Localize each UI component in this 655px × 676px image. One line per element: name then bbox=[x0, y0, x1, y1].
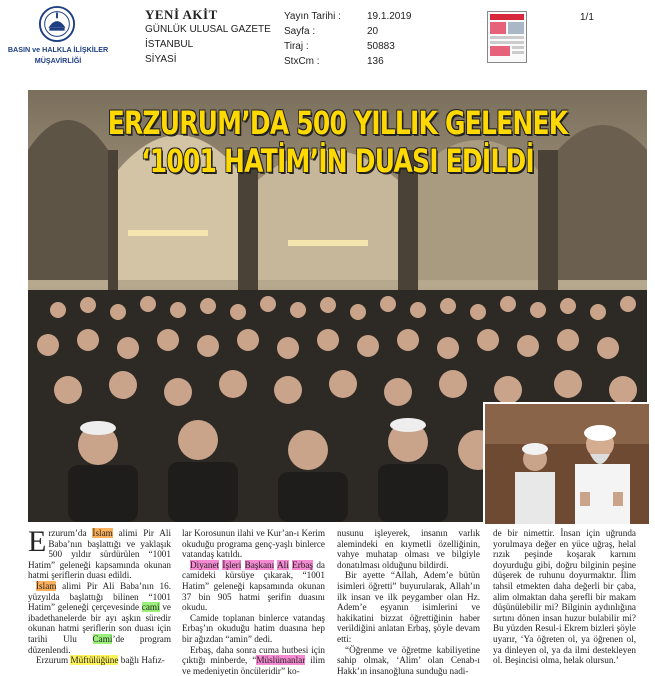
meta-value-date: 19.1.2019 bbox=[367, 11, 412, 22]
text-run: alimi Pir Ali Baba’nın başlattığı ve yaklaşık 500 yıldır sürdürülen “1001 Hatim” geleneği kapsamında okunan hatmi şeriflerin duası edildi. bbox=[28, 528, 172, 581]
text-run: alimi Pir Ali Baba’nın 16. yüzyılda başlattığı bilinen “1001 Hatim” geleneği çerçevesinde bbox=[28, 580, 171, 613]
agency-name-line1: BASIN ve HALKLA İLİŞKİLER bbox=[7, 45, 109, 54]
article-paragraph: lar Korosunun ilahi ve Kur’an-ı Kerim okuduğu programa genç-yaşlı binlerce vatandaş katıldı. bbox=[182, 528, 325, 560]
headline-line1: ERZURUM’DA 500 YILLIK GELENEK bbox=[107, 104, 568, 142]
agency-name bbox=[5, 44, 111, 66]
headline-line2: ‘1001 HATİM’İN DUASI EDİLDİ bbox=[141, 142, 534, 180]
article-body bbox=[28, 525, 649, 676]
highlight-keyword: İslam bbox=[92, 528, 113, 538]
page-thumbnail[interactable] bbox=[487, 11, 527, 63]
highlight-keyword: İşleri bbox=[222, 559, 242, 570]
meta-values bbox=[367, 9, 412, 69]
clipping-header bbox=[0, 0, 655, 88]
publication-name: YENİ AKİT bbox=[145, 7, 218, 22]
publication-section: SİYASİ bbox=[145, 54, 177, 65]
article-paragraph bbox=[28, 581, 171, 655]
meta-value-stxcm: 136 bbox=[367, 56, 384, 67]
meta-value-page: 20 bbox=[367, 26, 379, 37]
drop-cap: E bbox=[28, 525, 47, 558]
meta-label-date: Yayın Tarihi : bbox=[284, 11, 341, 22]
text-run: ilim ve medeniyetin öncüleridir” ko- bbox=[182, 655, 325, 676]
text-run: bağlı Hafız- bbox=[118, 655, 165, 666]
highlight-keyword: Cami bbox=[92, 633, 113, 644]
article-paragraph: Camide toplanan binlerce vatandaş Erbaş’ın okuduğu hatim duasına hep bir ağızdan “amin” dedi. bbox=[182, 612, 325, 644]
highlight-keyword: Ali bbox=[277, 559, 289, 570]
article-paragraph bbox=[182, 645, 325, 676]
meta-value-circulation: 50883 bbox=[367, 41, 395, 52]
highlight-keyword: Müftülüğüne bbox=[70, 655, 119, 666]
article-paragraph bbox=[28, 525, 172, 581]
page-counter: 1/1 bbox=[580, 12, 594, 23]
text-run: rzurum’da bbox=[48, 528, 93, 538]
article-column-4 bbox=[493, 528, 636, 666]
highlight-keyword: Müslümanlar bbox=[256, 655, 306, 666]
highlight-keyword: cami bbox=[141, 602, 160, 613]
meta-label-page: Sayfa : bbox=[284, 26, 316, 37]
highlight-keyword: Diyanet bbox=[190, 559, 220, 570]
publication-info bbox=[145, 7, 271, 67]
article-paragraph: nusunu işleyerek, insanın varlık alemindeki en kıymetli özelliğinin, vahye muhatap olması ve bilgiyle donatılması olduğunu bildirdi. bbox=[337, 528, 480, 570]
text-run: Erzurum bbox=[36, 655, 71, 666]
article-column-2 bbox=[182, 528, 325, 676]
inset-photo bbox=[483, 402, 651, 526]
headline bbox=[96, 104, 579, 180]
agency-logo-icon bbox=[38, 5, 76, 43]
text-run: ve ibadethanelerde bir ayı aşkın süredir okunan hatmi şeriflerin son duası için tarihi Ulu bbox=[28, 602, 171, 644]
article-column-3 bbox=[337, 528, 480, 676]
article-paragraph bbox=[28, 655, 171, 666]
highlight-keyword: Başkanı bbox=[244, 559, 275, 570]
article-paragraph: Bir ayette “Allah, Adem’e bütün isimleri öğretti” buyurularak, Allah’ın ilk insan ve ilk peygamber olan Hz. Adem’e eşyanın isimlerini ve hakikatini bizzat öğrettiğinin haber verildiğini anlatan Erbaş, şöyle devam etti: bbox=[337, 570, 480, 644]
highlight-keyword: Erbaş bbox=[292, 559, 314, 570]
meta-labels bbox=[284, 9, 341, 69]
highlight-keyword: İslam bbox=[36, 580, 57, 591]
agency-name-line2: MÜŞAVİRLİĞİ bbox=[34, 56, 82, 65]
article-column-1 bbox=[28, 525, 172, 666]
article-paragraph bbox=[182, 560, 325, 613]
meta-label-circulation: Tiraj : bbox=[284, 41, 309, 52]
page-thumbnail-icon bbox=[488, 12, 526, 62]
meta-label-stxcm: StxCm : bbox=[284, 56, 320, 67]
text-run: Erbaş, daha sonra cuma hutbesi için çıktığı minberde, “ bbox=[182, 644, 325, 666]
text-run: da camideki kürsüye çıkarak, “1001 Hatim” geleneği kapsamında okunan 37 bin 905 hatmi şerifin duasını okudu. bbox=[182, 559, 325, 613]
article-paragraph: “Öğrenme ve öğretme kabiliyetine sahip olmak, ‘Alim’ olan Cenab-ı Hakk’ın insanoğluna sunduğu nadi- bbox=[337, 644, 480, 676]
imam-inset-photo-icon bbox=[485, 404, 649, 524]
article-paragraph: de bir nimettir. İnsan için uğrunda yorulmaya değer en yüce uğraş, helal rızık peşinde koşarak karnını doyurduğu gibi, doğru bilginin peşine düşerek de ruhunu doyurmaktır. İlim tahsil etmekten daha değerli bir çaba, alim olmaktan daha şerefli bir makam düşünülebilir mi? Bilginin aydınlığına sırtını dönen insan huzur bulabilir mi? Bu yüzden Resul-i Ekrem bizleri şöyle uyarır, ‘Ya öğreten ol, ya öğrenen ol, ya dinleyen ol, ya da ilmi destekleyen ol. Beşincisi olma, helak olursun.’ bbox=[493, 528, 636, 666]
publication-city: İSTANBUL bbox=[145, 39, 194, 50]
publication-category: GÜNLÜK ULUSAL GAZETE bbox=[145, 24, 271, 35]
text-run: ’de program düzenlendi. bbox=[28, 633, 171, 655]
